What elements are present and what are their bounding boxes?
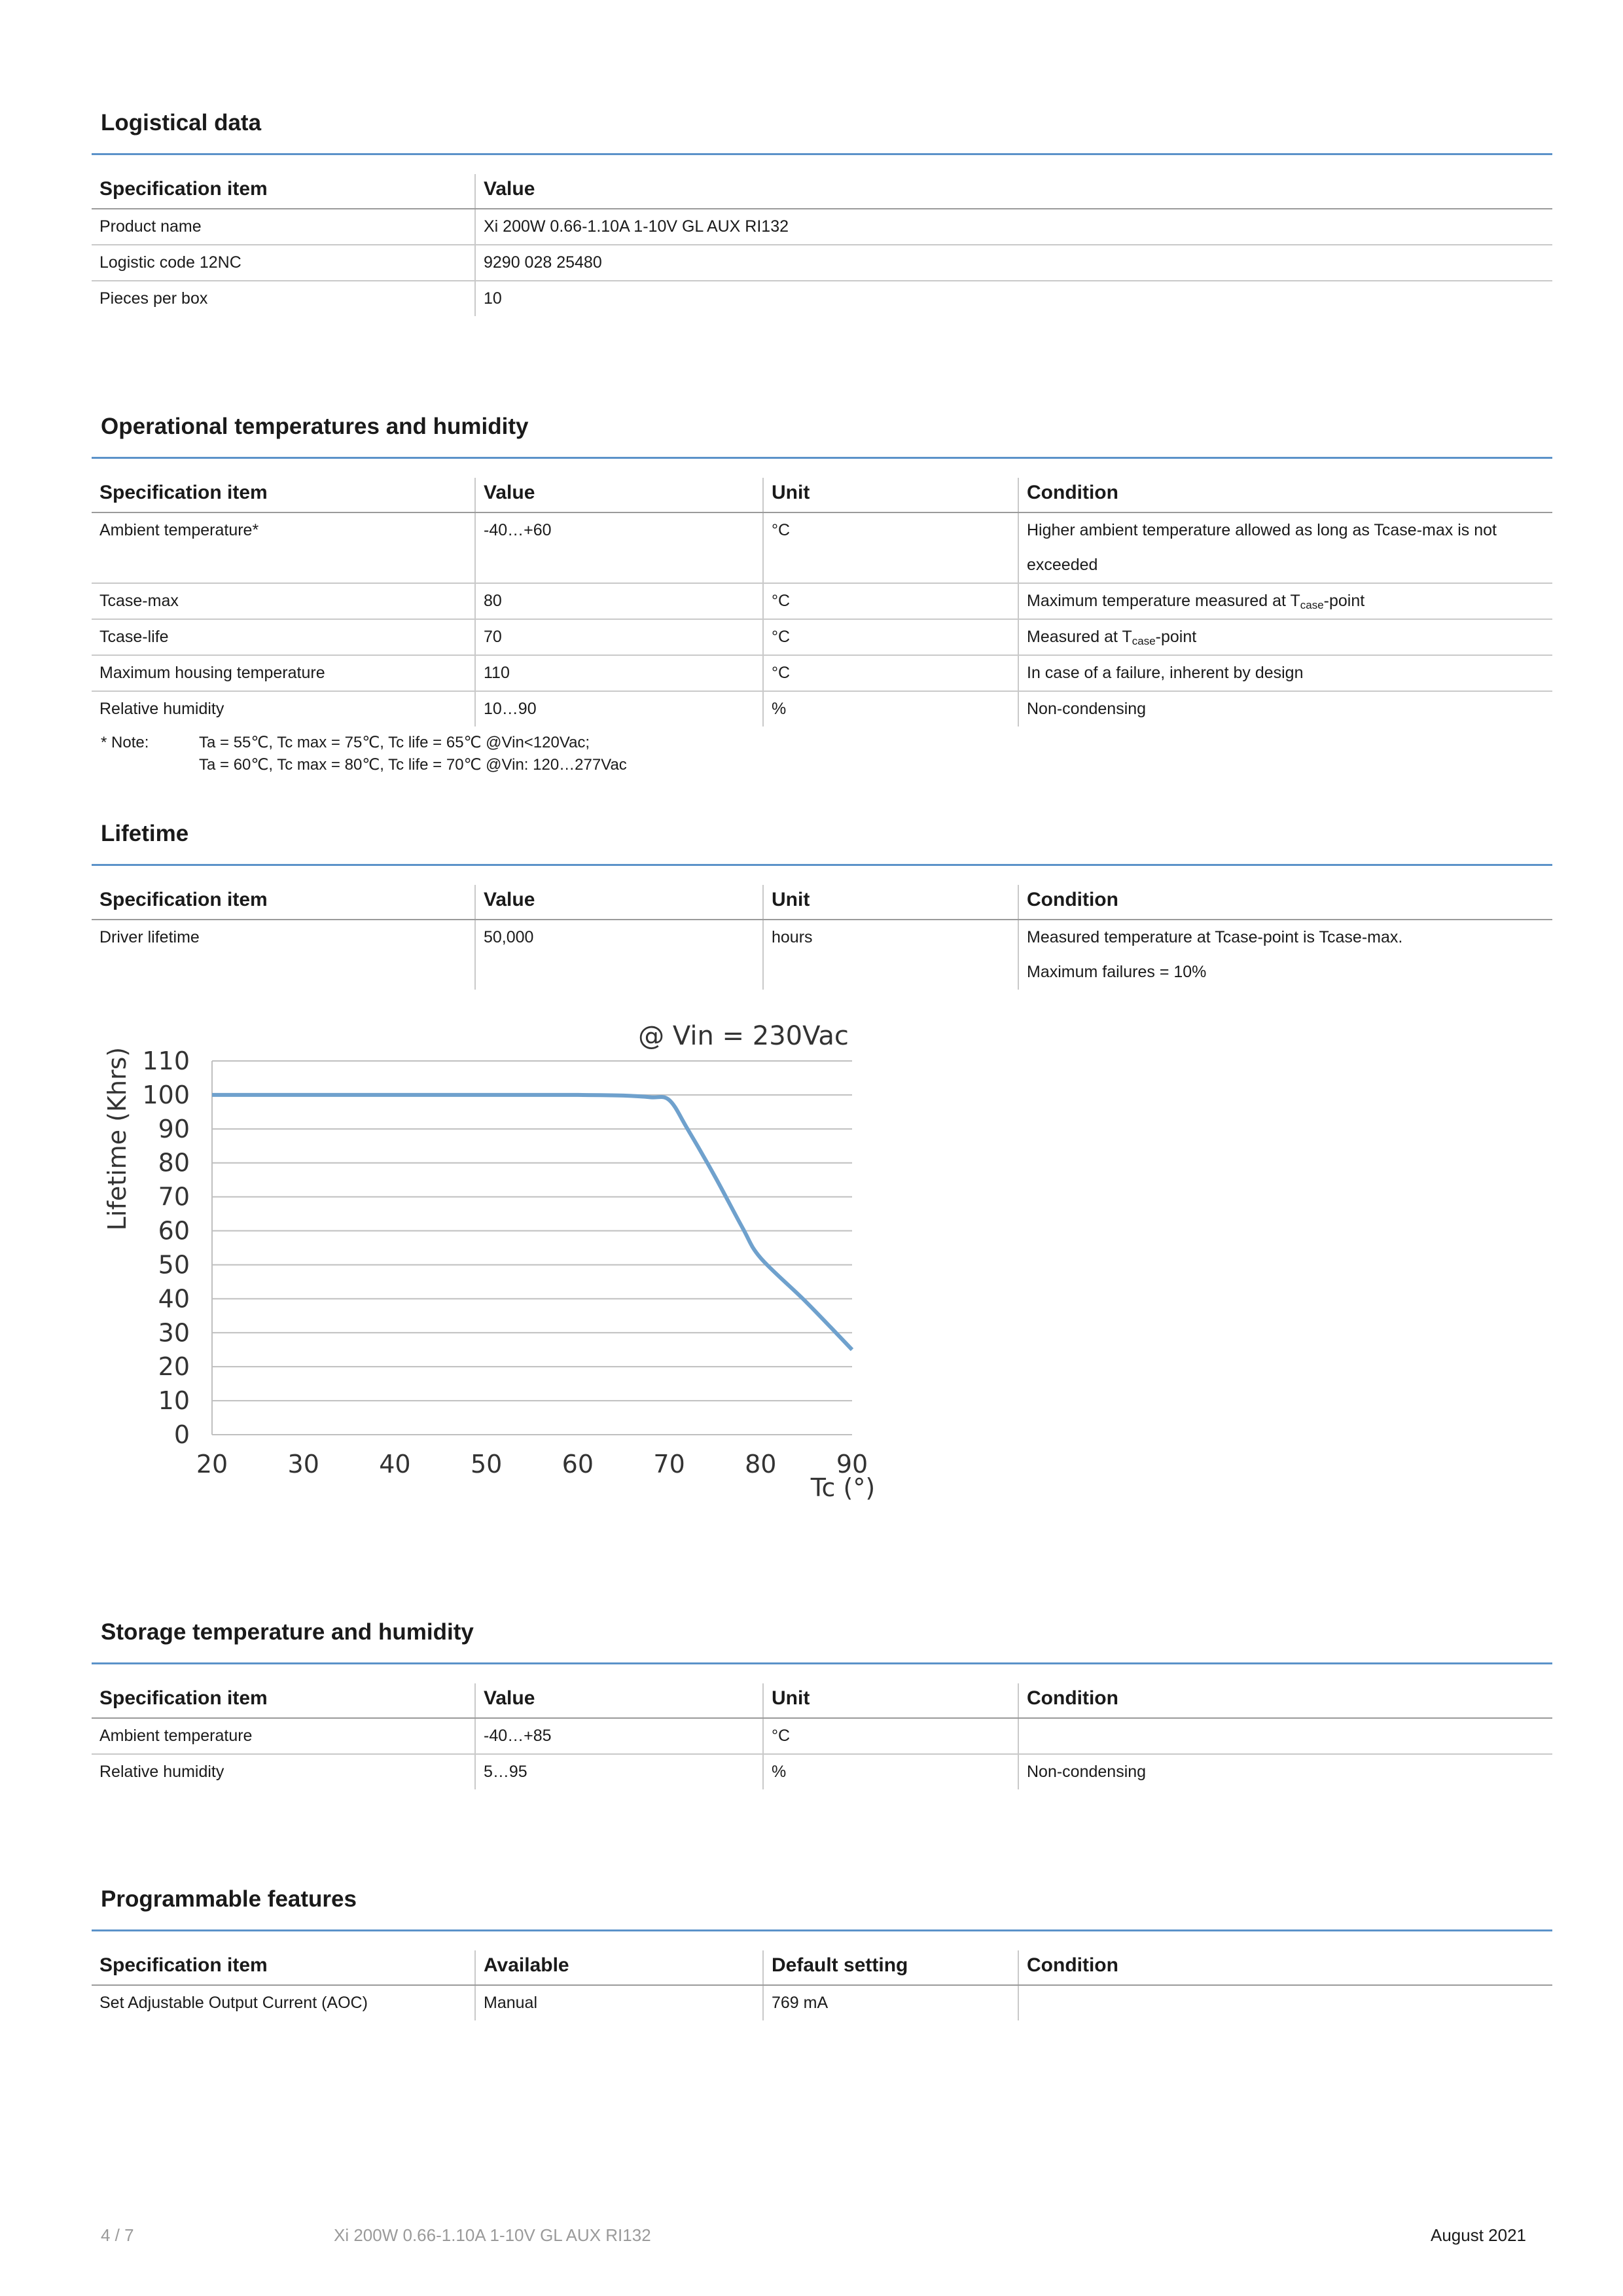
spec-default: 769 mA [763, 1985, 1018, 2020]
y-tick-label: 50 [158, 1250, 190, 1280]
column-header: Value [475, 478, 763, 512]
section-title: Lifetime [101, 821, 189, 846]
spec-unit: °C [763, 655, 1018, 691]
y-tick-label: 90 [158, 1114, 190, 1143]
table-row [92, 583, 1552, 619]
spec-value: -40…+60 [475, 512, 763, 583]
x-tick-label: 80 [745, 1450, 777, 1479]
programmable-table [92, 1950, 1552, 2020]
spec-condition [1018, 1718, 1552, 1754]
spec-value: 70 [475, 619, 763, 655]
x-tick-label: 20 [196, 1450, 228, 1479]
spec-item: Maximum housing temperature [92, 655, 475, 691]
spec-condition: Non-condensing [1018, 691, 1552, 726]
spec-item: Relative humidity [99, 1763, 224, 1781]
table-row [92, 1754, 1552, 1789]
spec-value: Manual [475, 1985, 763, 2020]
section-title: Operational temperatures and humidity [101, 414, 529, 439]
table-row [92, 245, 1552, 281]
table-row [92, 619, 1552, 655]
column-header: Available [475, 1950, 763, 1985]
y-tick-label: 70 [158, 1182, 190, 1211]
footer-date: August 2021 [1430, 2225, 1526, 2245]
spec-value: 10…90 [475, 691, 763, 726]
subscript-text: case [1132, 635, 1156, 647]
section-title: Storage temperature and humidity [101, 1619, 474, 1645]
section-divider [92, 1662, 1552, 1664]
column-header: Specification item [92, 174, 475, 209]
condition-text: Maximum temperature measured at T [1027, 592, 1300, 610]
spec-item: Relative humidity [99, 700, 224, 718]
spec-value: 80 [475, 583, 763, 619]
condition-line: exceeded [1027, 556, 1098, 574]
column-header: Condition [1018, 1950, 1552, 1985]
spec-item: Product name [92, 209, 475, 245]
table-row [92, 655, 1552, 691]
spec-item: Logistic code 12NC [92, 245, 475, 281]
section-title: Programmable features [101, 1886, 357, 1912]
operational-table [92, 478, 1552, 726]
condition-line: Higher ambient temperature allowed as long as Tcase-max is not [1027, 521, 1497, 539]
spec-condition [1018, 512, 1552, 583]
logistical-table [92, 174, 1552, 316]
y-axis-ticks [142, 1047, 190, 1449]
table-row [92, 512, 1552, 583]
spec-value: 10 [475, 281, 1552, 316]
column-header: Default setting [763, 1950, 1018, 1985]
lifetime-series-line [212, 1095, 852, 1350]
y-axis-label: Lifetime (Khrs) [103, 1047, 132, 1231]
column-header: Condition [1018, 1683, 1552, 1718]
spec-condition: In case of a failure, inherent by design [1018, 655, 1552, 691]
condition-line: Measured temperature at Tcase-point is Tcase-max. [1027, 928, 1403, 946]
column-header: Unit [763, 885, 1018, 920]
table-header-row [92, 174, 1552, 209]
condition-text: -point [1323, 592, 1365, 610]
spec-value: 110 [475, 655, 763, 691]
y-tick-label: 10 [158, 1386, 190, 1416]
spec-value: Xi 200W 0.66-1.10A 1-10V GL AUX RI132 [475, 209, 1552, 245]
spec-condition [1018, 619, 1552, 655]
table-header-row [92, 1683, 1552, 1718]
spec-item: Ambient temperature* [92, 512, 475, 583]
table-row [92, 691, 1552, 726]
spec-condition [1018, 1985, 1552, 2020]
condition-line: Maximum failures = 10% [1027, 963, 1207, 981]
section-divider [92, 864, 1552, 866]
spec-unit: °C [763, 1718, 1018, 1754]
spec-unit: % [763, 1754, 1018, 1789]
chart-title: @ Vin = 230Vac [638, 1021, 849, 1051]
column-header: Specification item [92, 478, 475, 512]
subscript-text: case [1300, 599, 1324, 611]
section-divider [92, 1929, 1552, 1931]
x-axis-label: Tc (°) [810, 1473, 876, 1502]
column-header: Unit [763, 478, 1018, 512]
table-header-row [92, 1950, 1552, 1985]
x-tick-label: 60 [562, 1450, 594, 1479]
x-axis-ticks [196, 1450, 868, 1479]
y-tick-label: 60 [158, 1216, 190, 1246]
condition-text: Measured at T [1027, 628, 1132, 646]
column-header: Specification item [92, 885, 475, 920]
condition-text: -point [1155, 628, 1197, 646]
column-header: Value [475, 174, 1552, 209]
column-header: Condition [1018, 478, 1552, 512]
note-line: Ta = 55℃, Tc max = 75℃, Tc life = 65℃ @Vin<120Vac; [199, 734, 590, 751]
spec-condition [1018, 920, 1552, 990]
spec-item: Ambient temperature [92, 1718, 475, 1754]
spec-item: Driver lifetime [99, 928, 200, 946]
section-divider [92, 457, 1552, 459]
section-divider [92, 153, 1552, 155]
table-row [92, 920, 1552, 990]
column-header: Unit [763, 1683, 1018, 1718]
spec-item: Tcase-life [92, 619, 475, 655]
note-label: * Note: [101, 734, 149, 751]
y-tick-label: 30 [158, 1318, 190, 1348]
y-tick-label: 80 [158, 1148, 190, 1177]
spec-item: Tcase-max [92, 583, 475, 619]
spec-condition [1018, 583, 1552, 619]
column-header: Value [475, 885, 763, 920]
table-row [92, 1985, 1552, 2020]
x-tick-label: 40 [379, 1450, 411, 1479]
table-header-row [92, 478, 1552, 512]
spec-item: Pieces per box [99, 289, 208, 308]
column-header: Specification item [92, 1683, 475, 1718]
footer-page-number: 4 / 7 [101, 2225, 134, 2245]
table-header-row [92, 885, 1552, 920]
chart-gridlines [212, 1061, 852, 1435]
table-row [92, 209, 1552, 245]
lifetime-chart [92, 1008, 916, 1545]
section-title: Logistical data [101, 110, 262, 135]
spec-unit: °C [763, 583, 1018, 619]
column-header: Value [475, 1683, 763, 1718]
spec-condition: Non-condensing [1018, 1754, 1552, 1789]
y-tick-label: 0 [173, 1420, 190, 1449]
spec-unit: hours [763, 920, 1018, 990]
spec-unit: % [763, 691, 1018, 726]
spec-unit: °C [763, 619, 1018, 655]
x-tick-label: 70 [653, 1450, 685, 1479]
y-tick-label: 20 [158, 1352, 190, 1382]
spec-item: Set Adjustable Output Current (AOC) [99, 1994, 368, 2012]
spec-unit: °C [763, 512, 1018, 583]
y-tick-label: 40 [158, 1284, 190, 1314]
spec-value: 9290 028 25480 [475, 245, 1552, 281]
lifetime-table [92, 885, 1552, 990]
spec-value: 5…95 [475, 1754, 763, 1789]
storage-table [92, 1683, 1552, 1789]
column-header: Condition [1018, 885, 1552, 920]
note-line: Ta = 60℃, Tc max = 80℃, Tc life = 70℃ @Vin: 120…277Vac [199, 756, 627, 774]
column-header: Specification item [92, 1950, 475, 1985]
y-tick-label: 100 [142, 1080, 190, 1109]
x-tick-label: 50 [470, 1450, 503, 1479]
spec-value: -40…+85 [475, 1718, 763, 1754]
table-row [92, 281, 1552, 316]
x-tick-label: 30 [287, 1450, 319, 1479]
y-tick-label: 110 [142, 1047, 190, 1075]
table-row [92, 1718, 1552, 1754]
x-tick-label: 90 [836, 1450, 868, 1479]
footer-product-name: Xi 200W 0.66-1.10A 1-10V GL AUX RI132 [334, 2225, 651, 2245]
spec-value: 50,000 [475, 920, 763, 990]
